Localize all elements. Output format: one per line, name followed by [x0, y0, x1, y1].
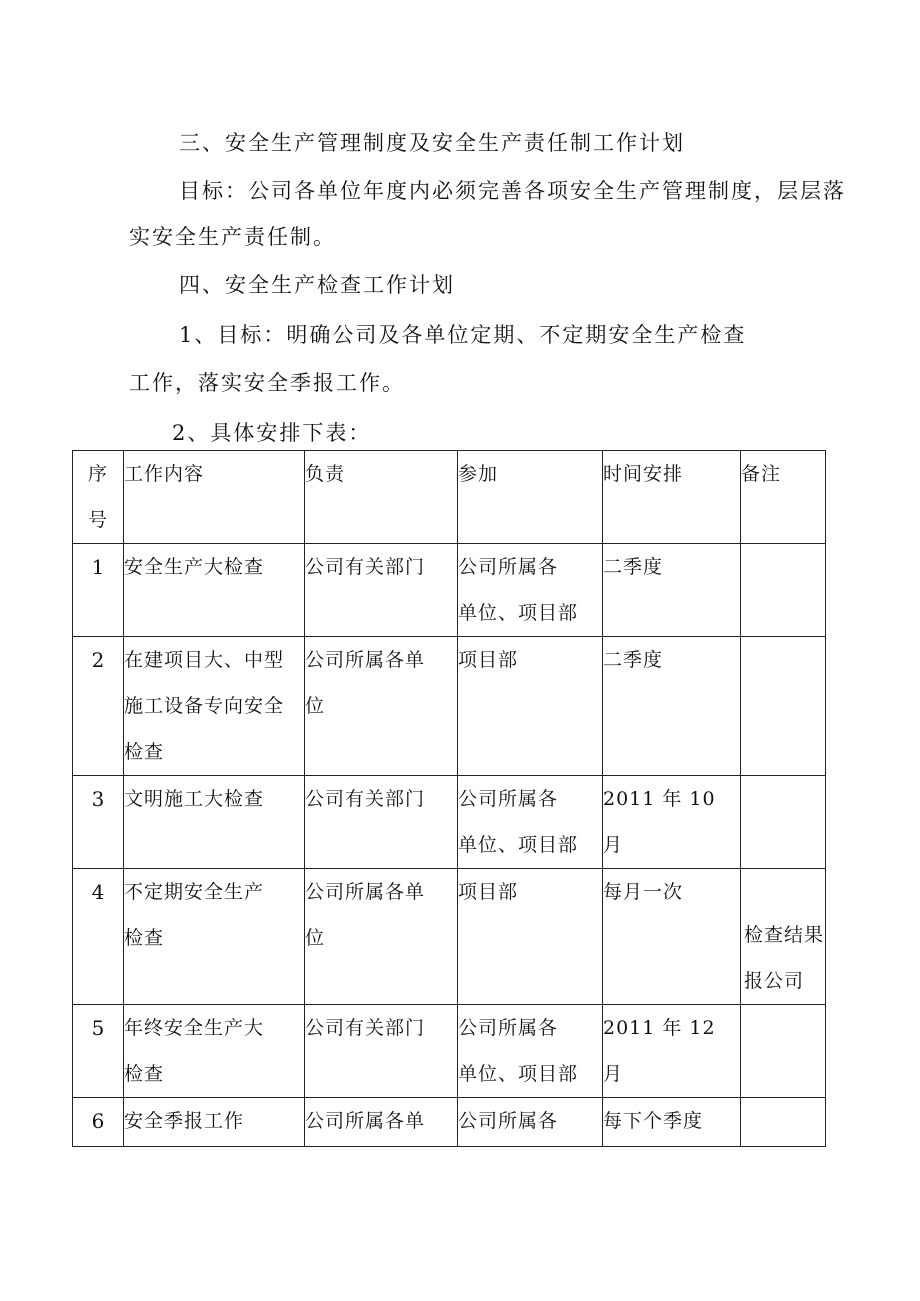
row-content [124, 776, 305, 869]
row-responsible-line: 位 [305, 695, 326, 717]
table-row [73, 544, 826, 637]
row-seq: 1 [73, 544, 124, 637]
header-responsible: 负责 [305, 451, 458, 544]
row-responsible-line: 公司有关部门 [305, 556, 426, 578]
table-row [73, 869, 826, 1005]
row-content [124, 869, 305, 1005]
header-remarks: 备注 [741, 451, 826, 544]
row-seq: 2 [73, 637, 124, 776]
row-content [124, 637, 305, 776]
row-remarks-line: 报公司 [744, 970, 805, 992]
table-row [73, 1098, 826, 1147]
header-seq-line2: 号 [87, 509, 108, 531]
row-remarks [741, 637, 826, 776]
row-schedule: 每下个季度 [603, 1098, 741, 1147]
row-participants-line: 公司所属各 [458, 1110, 559, 1132]
table-header-row [73, 451, 826, 544]
row-participants [458, 776, 603, 869]
row-responsible [305, 776, 458, 869]
row-participants-line: 公司所属各 [458, 1017, 559, 1039]
row-responsible [305, 869, 458, 1005]
row-remarks [741, 1098, 826, 1147]
section3-goal-line2: 实安全生产责任制。 [129, 225, 336, 249]
row-responsible [305, 1098, 458, 1147]
row-content [124, 1098, 305, 1147]
row-schedule: 二季度 [603, 637, 741, 776]
row-participants-line: 公司所属各 [458, 556, 559, 578]
row-responsible-line: 公司有关部门 [305, 788, 426, 810]
row-remarks [741, 1005, 826, 1098]
row-remarks [741, 869, 826, 1005]
row-responsible [305, 637, 458, 776]
row-content-line: 检查 [124, 741, 165, 763]
section4-item2: 2、具体安排下表： [172, 421, 372, 445]
row-responsible-line: 公司所属各单 [305, 1110, 426, 1132]
row-participants [458, 1098, 603, 1147]
row-remarks-line: 检查结果 [744, 924, 825, 946]
table-row [73, 1005, 826, 1098]
row-participants-line: 单位、项目部 [458, 1063, 579, 1085]
row-seq: 3 [73, 776, 124, 869]
row-content-line: 在建项目大、中型 [124, 649, 285, 671]
header-participants: 参加 [458, 451, 603, 544]
row-responsible-line: 公司所属各单 [305, 649, 426, 671]
section4-item1-line2: 工作，落实安全季报工作。 [129, 371, 405, 395]
row-responsible-line: 公司所属各单 [305, 881, 426, 903]
row-schedule: 二季度 [603, 544, 741, 637]
row-content [124, 1005, 305, 1098]
row-schedule: 2011 年 10 月 [603, 776, 741, 869]
section3-goal-line1: 目标：公司各单位年度内必须完善各项安全生产管理制度，层层落 [179, 179, 846, 203]
header-seq [73, 451, 124, 544]
header-seq-line1: 序 [87, 463, 108, 485]
row-participants-line: 单位、项目部 [458, 602, 579, 624]
header-content: 工作内容 [124, 451, 305, 544]
row-participants-line: 公司所属各 [458, 788, 559, 810]
row-participants-line: 单位、项目部 [458, 834, 579, 856]
row-content-line: 年终安全生产大 [124, 1017, 265, 1039]
row-schedule: 每月一次 [603, 869, 741, 1005]
row-participants [458, 637, 603, 776]
row-content-line: 安全季报工作 [124, 1110, 245, 1132]
row-content [124, 544, 305, 637]
row-responsible [305, 544, 458, 637]
row-responsible-line: 公司有关部门 [305, 1017, 426, 1039]
row-content-line: 不定期安全生产 [124, 881, 265, 903]
inspection-schedule-table [72, 450, 826, 1147]
row-participants-line: 项目部 [458, 649, 519, 671]
row-participants [458, 544, 603, 637]
row-content-line: 安全生产大检查 [124, 556, 265, 578]
header-schedule: 时间安排 [603, 451, 741, 544]
row-participants [458, 869, 603, 1005]
row-participants-line: 项目部 [458, 881, 519, 903]
row-seq: 4 [73, 869, 124, 1005]
table-row [73, 637, 826, 776]
table-row [73, 776, 826, 869]
row-content-line: 文明施工大检查 [124, 788, 265, 810]
section3-heading: 三、安全生产管理制度及安全生产责任制工作计划 [179, 131, 685, 155]
row-remarks [741, 776, 826, 869]
row-participants [458, 1005, 603, 1098]
section4-heading: 四、安全生产检查工作计划 [179, 273, 455, 297]
row-seq: 6 [73, 1098, 124, 1147]
row-remarks-text [744, 912, 824, 1004]
row-seq: 5 [73, 1005, 124, 1098]
row-responsible-line: 位 [305, 927, 326, 949]
row-content-line: 施工设备专向安全 [124, 695, 285, 717]
row-responsible [305, 1005, 458, 1098]
row-content-line: 检查 [124, 927, 165, 949]
row-content-line: 检查 [124, 1063, 165, 1085]
row-remarks [741, 544, 826, 637]
section4-item1-line1: 1、目标：明确公司及各单位定期、不定期安全生产检查 [179, 323, 747, 347]
row-schedule: 2011 年 12 月 [603, 1005, 741, 1098]
